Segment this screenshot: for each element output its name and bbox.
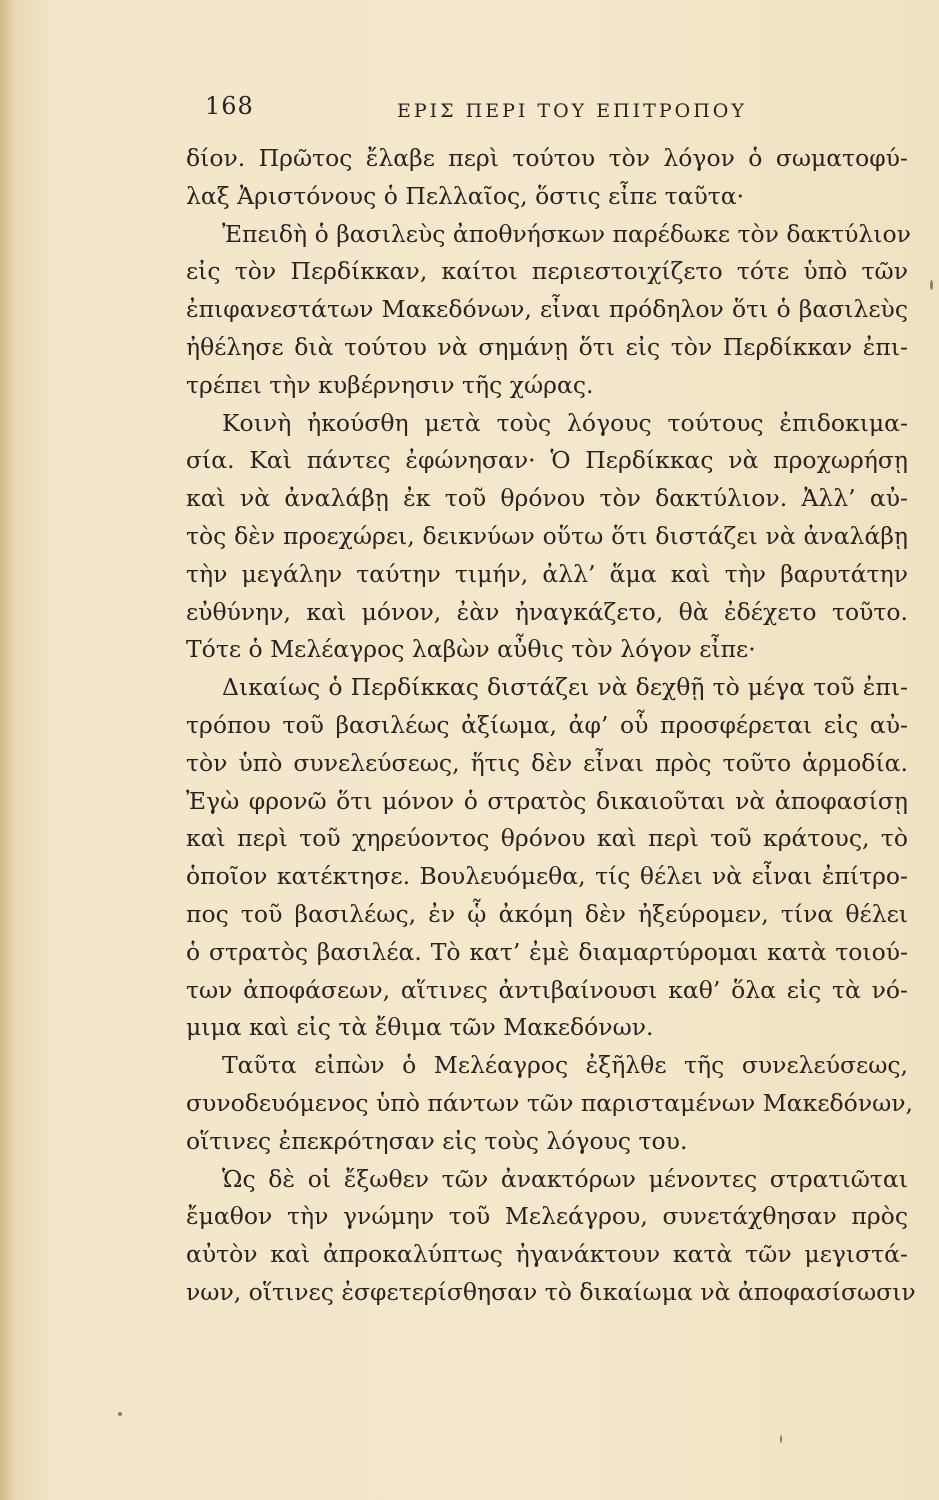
text-line: καὶ περὶ τοῦ χηρεύοντος θρόνου καὶ περὶ τοῦ κράτους, τὸ	[186, 824, 908, 853]
text-line: ἐπιφανεστάτων Μακεδόνων, εἶναι πρόδηλον ὅτι ὁ βασιλεὺς	[186, 295, 908, 324]
text-line: τὴν μεγάλην ταύτην τιμήν, ἀλλ’ ἅμα καὶ τὴν βαρυτάτην	[186, 559, 908, 588]
text-line: των ἀποφάσεων, αἵτινες ἀντιβαίνουσι καθ’ ὅλα εἰς τὰ νό-	[186, 975, 908, 1004]
paragraph-first-line: Ταῦτα εἰπὼν ὁ Μελέαγρος ἐξῆλθε τῆς συνελεύσεως,	[222, 1051, 908, 1080]
body-text	[186, 140, 916, 1312]
text-line: εὐθύνην, καὶ μόνον, ἐὰν ἠναγκάζετο, θὰ ἐδέχετο τοῦτο.	[186, 597, 908, 626]
page-binding-edge	[0, 0, 14, 1500]
paragraph-first-line: Κοινὴ ἠκούσθη μετὰ τοὺς λόγους τούτους ἐπιδοκιμα-	[222, 408, 908, 437]
paper-speck	[930, 280, 933, 290]
text-line: ἔμαθον τὴν γνώμην τοῦ Μελεάγρου, συνετάχθησαν πρὸς	[186, 1202, 908, 1231]
text-line: Τότε ὁ Μελέαγρος λαβὼν αὖθις τὸν λόγον εἶπε·	[186, 635, 756, 664]
text-line: λαξ Ἀριστόνους ὁ Πελλαῖος, ὅστις εἶπε ταῦτα·	[186, 181, 745, 210]
page-header	[205, 92, 935, 132]
text-line: οἵτινες ἐπεκρότησαν εἰς τοὺς λόγους του.	[186, 1126, 688, 1155]
text-line: ὁποῖον κατέκτησε. Βουλευόμεθα, τίς θέλει νὰ εἶναι ἐπίτρο-	[186, 862, 908, 891]
text-line: καὶ νὰ ἀναλάβῃ ἐκ τοῦ θρόνου τὸν δακτύλιον. Ἀλλ’ αὐ-	[186, 484, 908, 513]
text-line: εἰς τὸν Περδίκκαν, καίτοι περιεστοιχίζετο τότε ὑπὸ τῶν	[186, 257, 908, 286]
text-line: δίον. Πρῶτος ἔλαβε περὶ τούτου τὸν λόγον ὁ σωματοφύ-	[186, 144, 908, 172]
text-line: αὐτὸν καὶ ἀπροκαλύπτως ἠγανάκτουν κατὰ τῶν μεγιστά-	[186, 1240, 908, 1269]
text-line: πος τοῦ βασιλέως, ἐν ᾧ ἀκόμη δὲν ἠξεύρομεν, τίνα θέλει	[186, 899, 908, 928]
text-line: συνοδευόμενος ὑπὸ πάντων τῶν παρισταμένων Μακεδόνων,	[186, 1088, 914, 1117]
paragraph-first-line: Ἐπειδὴ ὁ βασιλεὺς ἀποθνήσκων παρέδωκε τὸν δακτύλιον	[222, 219, 911, 248]
text-line: Ἐγὼ φρονῶ ὅτι μόνον ὁ στρατὸς δικαιοῦται νὰ ἀποφασίσῃ	[186, 786, 908, 815]
text-line: τρέπει τὴν κυβέρνησιν τῆς χώρας.	[186, 370, 594, 399]
text-line: τρόπου τοῦ βασιλέως ἀξίωμα, ἀφ’ οὗ προσφέρεται εἰς αὐ-	[186, 710, 908, 739]
text-line: νων, οἵτινες ἐσφετερίσθησαν τὸ δικαίωμα νὰ ἀποφασίσωσιν	[186, 1277, 916, 1306]
page-number: 168	[205, 92, 254, 120]
text-line: μιμα καὶ εἰς τὰ ἔθιμα τῶν Μακεδόνων.	[186, 1013, 654, 1042]
running-title: ΕΡΙΣ ΠΕΡΙ ΤΟΥ ΕΠΙΤΡΟΠΟΥ	[397, 100, 747, 122]
text-line: ὁ στρατὸς βασιλέα. Τὸ κατ’ ἐμὲ διαμαρτύρομαι κατὰ τοιού-	[186, 937, 908, 966]
text-line: τὸν ὑπὸ συνελεύσεως, ἥτις δὲν εἶναι πρὸς τοῦτο ἁρμοδία.	[186, 748, 908, 777]
paper-speck	[780, 1435, 782, 1443]
text-line: σία. Καὶ πάντες ἐφώνησαν· Ὁ Περδίκκας νὰ προχωρήσῃ	[186, 446, 908, 475]
text-line: τὸς δὲν προεχώρει, δεικνύων οὕτω ὅτι διστάζει νὰ ἀναλάβῃ	[186, 521, 908, 550]
paper-speck	[118, 1412, 122, 1416]
paragraph-first-line: Δικαίως ὁ Περδίκκας διστάζει νὰ δεχθῇ τὸ μέγα τοῦ ἐπι-	[222, 673, 908, 702]
paragraph-first-line: Ὡς δὲ οἱ ἔξωθεν τῶν ἀνακτόρων μένοντες στρατιῶται	[222, 1164, 908, 1193]
text-line: ἠθέλησε διὰ τούτου νὰ σημάνῃ ὅτι εἰς τὸν Περδίκκαν ἐπι-	[186, 332, 908, 361]
